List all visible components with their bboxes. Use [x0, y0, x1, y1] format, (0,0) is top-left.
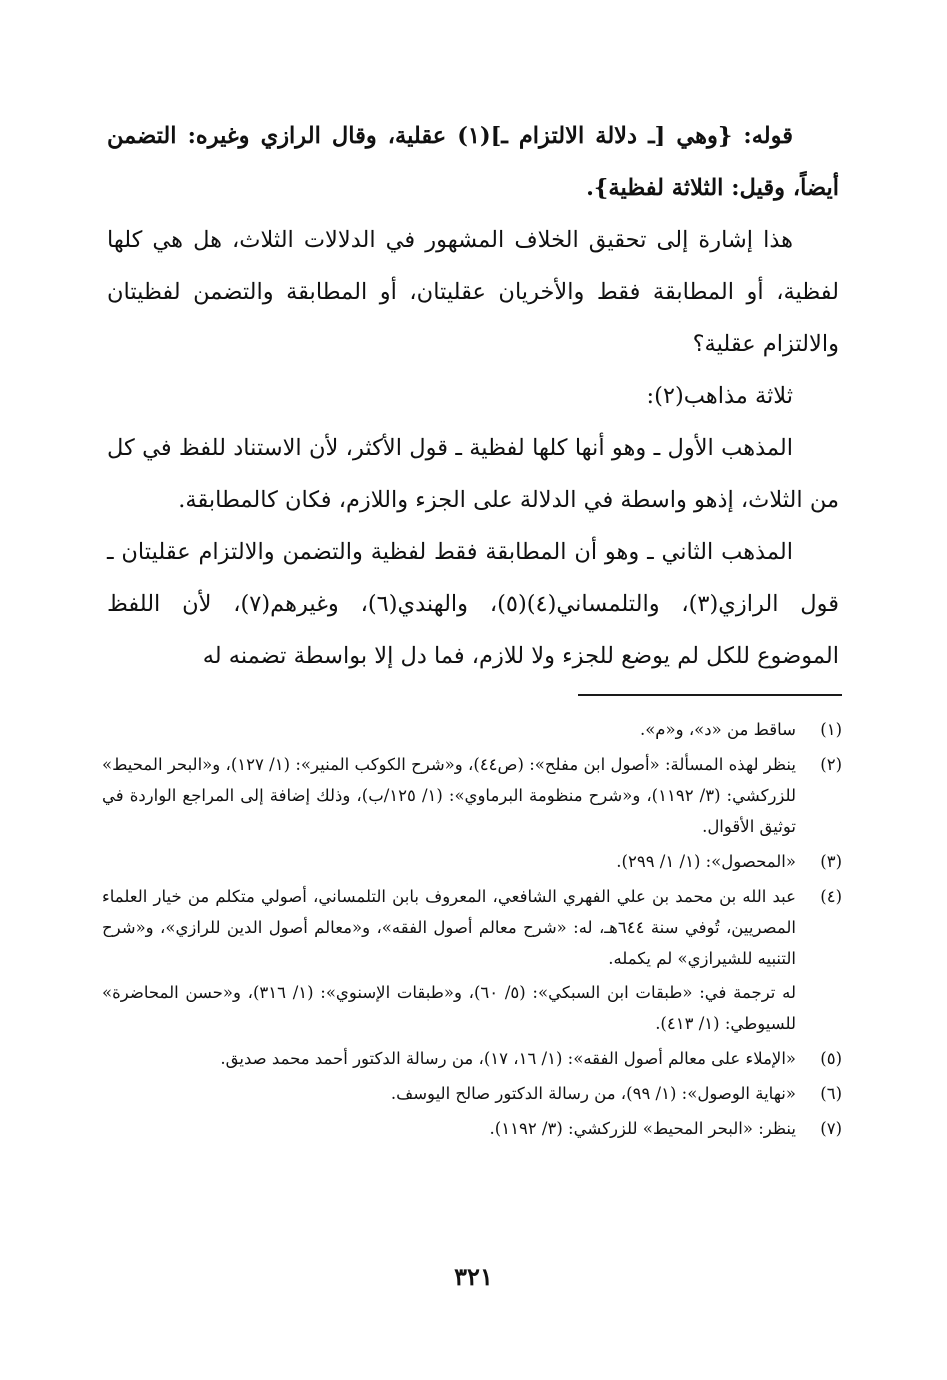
footnote: [102, 846, 842, 877]
footnote-separator: [578, 694, 842, 696]
footnote-text: ينظر: «البحر المحيط» للزركشي: (٣/ ١١٩٢).: [489, 1119, 796, 1138]
footnote-number: (١): [820, 720, 842, 739]
footnote: [102, 749, 842, 842]
commentary-paragraph-2: ثلاثة مذاهب(٢):: [646, 383, 793, 409]
footnote-body: [102, 714, 796, 745]
footnote-number: (٦): [820, 1084, 842, 1103]
footnote-body: [102, 749, 796, 842]
commentary-paragraph-1: هذا إشارة إلى تحقيق الخلاف المشهور في الدلالات الثلاث، هل هي كلها لفظية، أو المطابقة فقط والأخريان عقليتان، أو المطابقة والتضمن لفظيتان والالتزام عقلية؟: [107, 227, 839, 357]
footnote-text: «نهاية الوصول»: (١/ ٩٩)، من رسالة الدكتور صالح اليوسف.: [390, 1084, 796, 1103]
footnote-body: [102, 1043, 796, 1074]
footnote-text: «الإملاء على معالم أصول الفقه»: (١/ ١٦، ١٧)، من رسالة الدكتور أحمد محمد صديق.: [220, 1049, 796, 1068]
footnote-text: «المحصول»: (١/ ١/ ٢٩٩).: [616, 852, 796, 871]
quoted-matn-paragraph: قوله: {وهي [ـ دلالة الالتزام ـ](١) عقلية، وقال الرازي وغيره: التضمن أيضاً، وقيل: الثلاثة لفظية}.: [107, 123, 839, 201]
footnote-number: (٧): [820, 1119, 842, 1138]
footnote-number: (٤): [820, 887, 842, 906]
footnote-text: ينظر لهذه المسألة: «أصول ابن مفلح»: (ص٤٤)، و«شرح الكوكب المنير»: (١/ ١٢٧)، و«البحر المحيط» للزركشي: (٣/ ١١٩٢)، و«شرح منظومة البرماوي»: (١/ ١٢٥/ب)، وذلك إضافة إلى المراجع الواردة في توثيق الأقوال.: [102, 755, 797, 836]
footnote: [102, 1043, 842, 1074]
footnote-text: ساقط من «د»، و«م».: [639, 720, 796, 739]
commentary-paragraph-4: المذهب الثاني ـ وهو أن المطابقة فقط لفظية والتضمن والالتزام عقليتان ـ قول الرازي(٣)، والتلمساني(٤)(٥)، والهندي(٦)، وغيرهم(٧)، لأن اللفظ الموضوع للكل لم يوضع للجزء ولا للازم، فما دل إلا بواسطة تضمنه له: [107, 539, 840, 669]
footnote-number: (٢): [820, 755, 842, 774]
footnote-number: (٥): [820, 1049, 842, 1068]
footnote-body: [102, 1113, 796, 1144]
footnote: [102, 1113, 842, 1144]
footnotes: [102, 714, 842, 1148]
main-text: [107, 110, 839, 682]
footnote-text: له ترجمة في: «طبقات ابن السبكي»: (٥/ ٦٠)، و«طبقات الإسنوي»: (١/ ٣١٦)، و«حسن المحاضرة» للسيوطي: (١/ ٤١٣).: [102, 983, 796, 1033]
footnote: [102, 881, 842, 1039]
footnote-body: [102, 1078, 796, 1109]
footnote-number: (٣): [820, 852, 842, 871]
footnote: [102, 714, 842, 745]
footnote-text: عبد الله بن محمد بن علي الفهري الشافعي، المعروف بابن التلمساني، أصولي متكلم من خيار العلماء المصريين، تُوفي سنة ٦٤٤هـ، له: «شرح معالم أصول الفقه»، و«معالم أصول الدين للرازي»، و«شرح التنبيه للشيرازي» لم يكمله.: [102, 887, 797, 968]
footnote-body: [102, 881, 796, 1039]
footnote: [102, 1078, 842, 1109]
footnote-body: [102, 846, 796, 877]
commentary-paragraph-3: المذهب الأول ـ وهو أنها كلها لفظية ـ قول الأكثر، لأن الاستناد للفظ في كل من الثلاث، إذهو واسطة في الدلالة على الجزء واللازم، فكان كالمطابقة.: [107, 435, 839, 513]
page-number: ٣٢١: [454, 1262, 493, 1291]
